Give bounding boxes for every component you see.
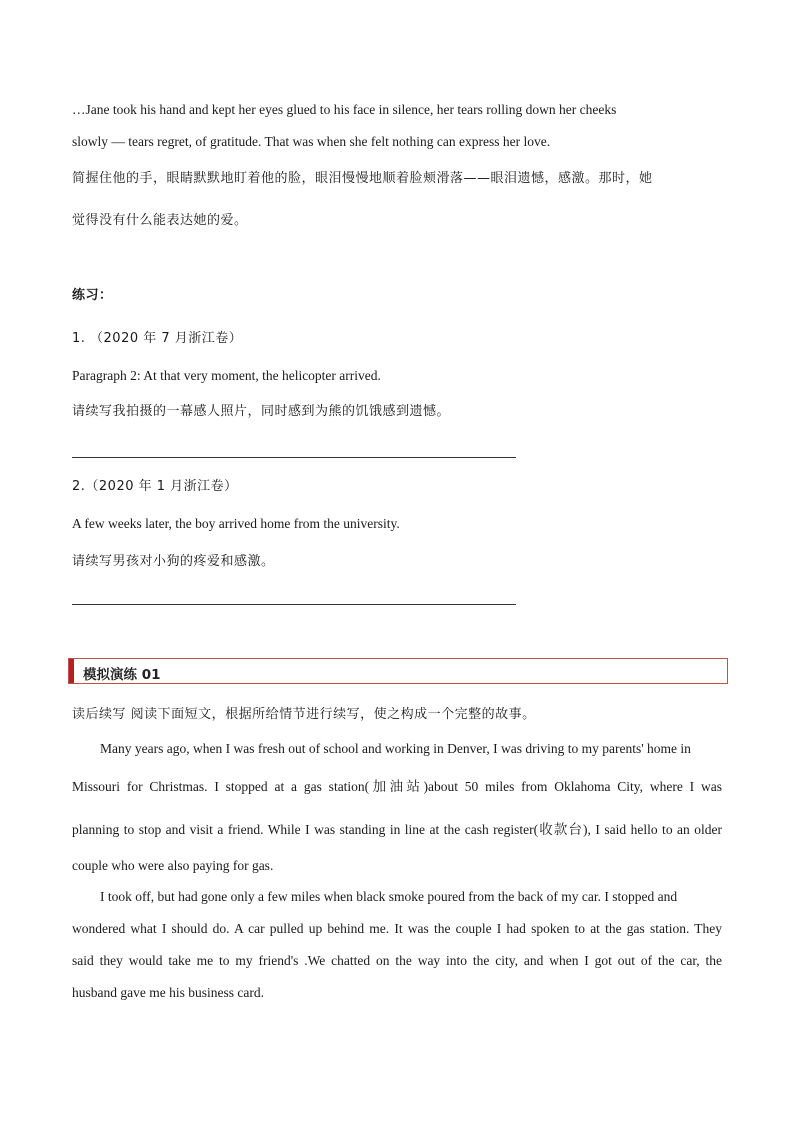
section-title: 模拟演练 01 [83,667,161,683]
section-accent-bar [69,659,74,683]
practice-item-2-prompt: A few weeks later, the boy arrived home from the university. [72,516,400,531]
para1-line-1: Many years ago, when I was fresh out of school and working in Denver, I was driving to my parents' home in [100,741,691,756]
practice-item-1-prompt: Paragraph 2: At that very moment, the helicopter arrived. [72,368,381,383]
intro-english-line-1: …Jane took his hand and kept her eyes glued to his face in silence, her tears rolling down her cheeks [72,102,617,117]
practice-item-1-source: 1. （2020 年 7 月浙江卷） [72,331,243,346]
para1-line-4: couple who were also paying for gas. [72,858,274,873]
intro-chinese-line-1: 简握住他的手，眼睛默默地盯着他的脸，眼泪慢慢地顺着脸颊滑落——眼泪遗憾，感激。那时，她 [72,171,653,186]
intro-english-line-2: slowly — tears regret, of gratitude. That was when she felt nothing can express her love. [72,134,551,149]
exercise-instruction: 读后续写 阅读下面短文，根据所给情节进行续写，使之构成一个完整的故事。 [72,707,536,722]
section-header [68,658,728,684]
para2-line-1: I took off, but had gone only a few miles when black smoke poured from the back of my car. I stopped and [100,889,678,904]
practice-item-2-instruction: 请续写男孩对小狗的疼爱和感激。 [72,554,275,569]
practice-item-1-instruction: 请续写我拍摄的一幕感人照片，同时感到为熊的饥饿感到遗憾。 [72,404,451,419]
para1-line-3: planning to stop and visit a friend. While I was standing in line at the cash register(收款台), I said hello to an older [72,822,722,837]
intro-chinese-line-2: 觉得没有什么能表达她的爱。 [72,213,248,228]
para2-line-3: said they would take me to my friend's .We chatted on the way into the city, and when I got out of the car, the [72,953,722,968]
practice-item-2-source: 2.（2020 年 1 月浙江卷） [72,479,238,494]
para2-line-2: wondered what I should do. A car pulled up behind me. It was the couple I had spoken to at the gas station. They [72,921,722,936]
answer-line-2 [72,604,516,605]
para1-line-2: Missouri for Christmas. I stopped at a gas station(加油站)about 50 miles from Oklahoma City, where I was [72,779,722,794]
practice-heading: 练习： [72,288,113,303]
answer-line-1 [72,457,516,458]
para2-line-4: husband gave me his business card. [72,985,264,1000]
